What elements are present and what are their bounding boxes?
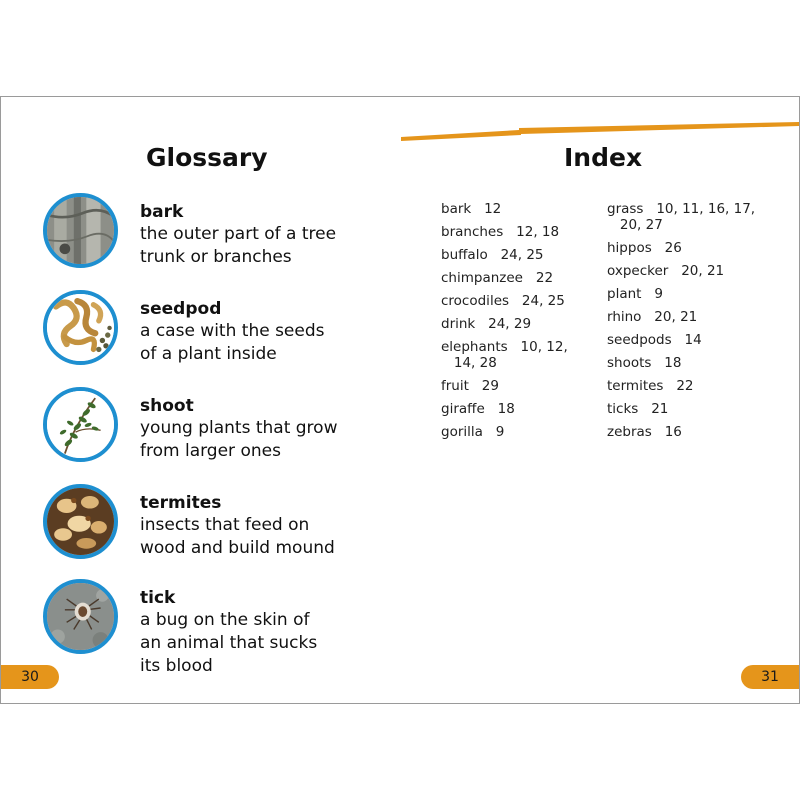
index-entry: shoots 18 [607,355,682,371]
tick-photo-icon [43,579,118,654]
index-entry: giraffe 18 [441,401,515,417]
glossary-term: tick [140,588,176,608]
index-entry: grass 10, 11, 16, 17, 20, 27 [607,201,756,233]
index-entry: chimpanzee 22 [441,270,554,286]
index-column-1 [441,201,568,447]
glossary-title: Glossary [146,143,268,172]
index-entry: rhino 20, 21 [607,309,698,325]
index-entry: termites 22 [607,378,694,394]
index-entry: crocodiles 24, 25 [441,293,565,309]
glossary-definition-line: of a plant inside [140,344,277,364]
index-entry: zebras 16 [607,424,682,440]
index-column-2 [607,201,755,447]
shoot-photo-icon [43,387,118,462]
glossary-definition-line: the outer part of a tree [140,224,337,244]
glossary-term: termites [140,493,222,513]
seedpod-photo-icon [43,290,118,365]
glossary-definition-line: an animal that sucks [140,633,318,653]
index-entry: hippos 26 [607,240,682,256]
glossary-definition-line: its blood [140,656,213,676]
index-entry: seedpods 14 [607,332,702,348]
index-entry: fruit 29 [441,378,499,394]
book-spread [0,96,800,704]
index-entry: gorilla 9 [441,424,505,440]
bark-photo-icon [43,193,118,268]
index-entry: elephants 10, 12, 14, 28 [441,339,568,371]
index-entry: ticks 21 [607,401,669,417]
glossary-definition-line: a case with the seeds [140,321,325,341]
glossary-term: bark [140,202,184,222]
glossary-definition-line: from larger ones [140,441,281,461]
glossary-term: shoot [140,396,194,416]
glossary-definition-line: wood and build mound [140,538,335,558]
glossary-definition-line: young plants that grow [140,418,338,438]
index-entry: plant 9 [607,286,663,302]
index-entry: branches 12, 18 [441,224,560,240]
page-number-right: 31 [741,665,799,689]
termites-photo-icon [43,484,118,559]
page-number-left: 30 [1,665,59,689]
glossary-definition-line: trunk or branches [140,247,292,267]
glossary-definition-line: insects that feed on [140,515,310,535]
index-entry: bark 12 [441,201,502,217]
index-entry: buffalo 24, 25 [441,247,544,263]
index-entry: drink 24, 29 [441,316,532,332]
glossary-term: seedpod [140,299,222,319]
glossary-definition-line: a bug on the skin of [140,610,310,630]
index-entry: oxpecker 20, 21 [607,263,725,279]
decorative-stripe [401,121,799,143]
index-title: Index [564,143,643,172]
